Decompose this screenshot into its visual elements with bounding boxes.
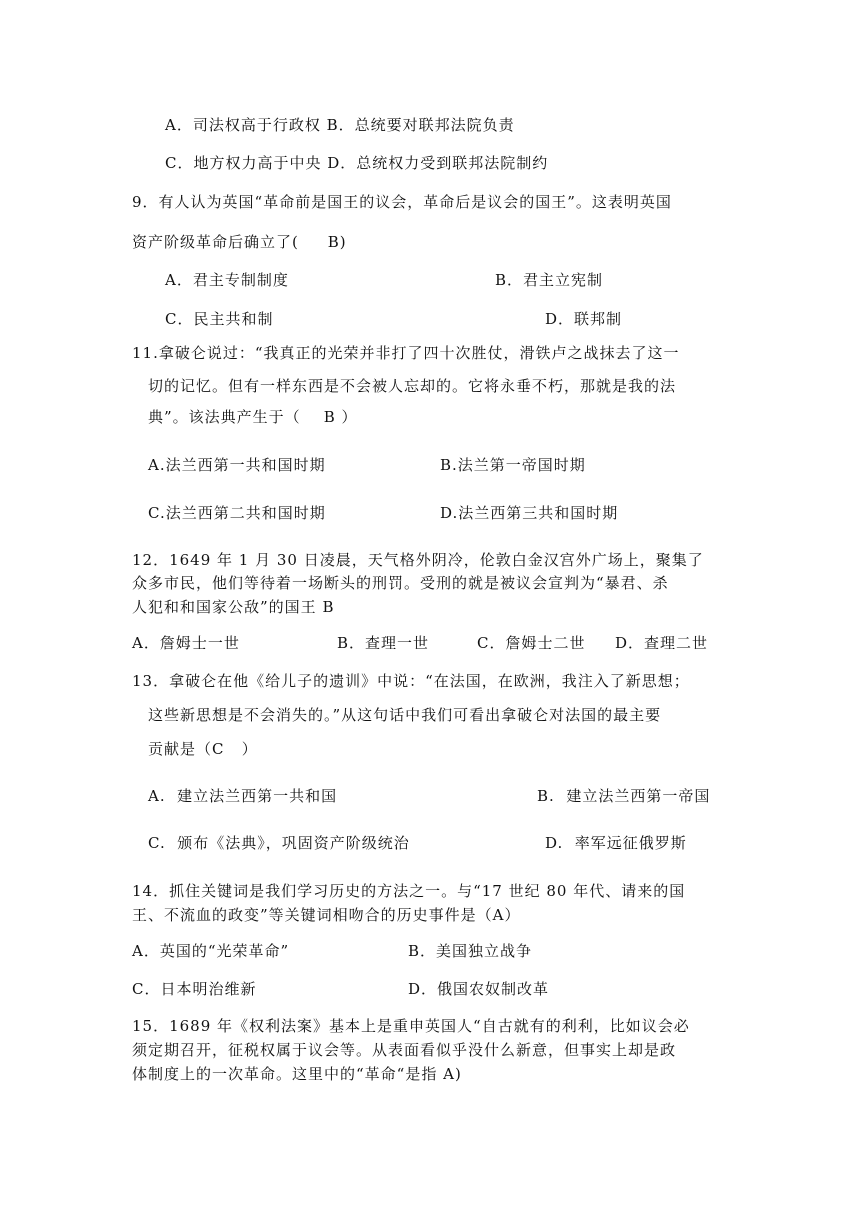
q9-stem-line-2: 资产阶级革命后确立了( B) [132,233,347,251]
q9-option-a: A．君主专制制度 [165,271,289,289]
q11-stem-line-3: 典”。该法典产生于（ B ） [148,408,358,426]
q9-stem-line-1: 9．有人认为英国“革命前是国王的议会，革命后是议会的国王”。这表明英国 [132,193,672,211]
q13-stem-line-2: 这些新思想是不会消失的。”从这句话中我们可看出拿破仑对法国的最主要 [148,706,662,724]
q15-stem-line-3: 体制度上的一次革命。这里中的“革命“是指 A) [132,1065,462,1083]
q14-stem-line-1: 14．抓住关键词是我们学习历史的方法之一。与“17 世纪 80 年代、请来的国 [132,882,686,900]
q13-option-a: A. 建立法兰西第一共和国 [148,787,338,805]
q14-option-a: A．英国的“光荣革命” [132,942,290,960]
q8-options-ab: A．司法权高于行政权 B．总统要对联邦法院负责 [165,116,515,134]
q12-stem-line-1: 12．1649 年 1 月 30 日凌晨，天气格外阴冷，伦敦白金汉宫外广场上，聚集了 [132,551,704,569]
q12-option-b: B．查理一世 [337,634,430,652]
q11-option-d: D.法兰西第三共和国时期 [440,504,619,522]
q12-option-d: D．查理二世 [615,634,709,652]
q12-option-c: C．詹姆士二世 [477,634,586,652]
q14-option-b: B．美国独立战争 [408,942,533,960]
q9-option-c: C．民主共和制 [165,310,274,328]
q11-stem-line-1: 11.拿破仑说过：“我真正的光荣并非打了四十次胜仗，滑铁卢之战抹去了这一 [132,344,680,362]
q13-stem-line-1: 13．拿破仑在他《给儿子的遗训》中说：“在法国，在欧洲，我注入了新思想； [132,672,690,690]
q12-stem-line-3: 人犯和和国家公敌”的国王 B [132,598,335,616]
q13-option-c: C. 颁布《法典》，巩固资产阶级统治 [148,834,410,852]
q13-option-d: D. 率军远征俄罗斯 [545,834,687,852]
q11-option-c: C.法兰西第二共和国时期 [148,504,326,522]
q14-stem-line-2: 王、不流血的政变”等关键词相吻合的历史事件是（A） [132,906,521,924]
q11-option-a: A.法兰西第一共和国时期 [148,456,326,474]
q12-option-a: A．詹姆士一世 [132,634,240,652]
q8-options-cd: C．地方权力高于中央 D．总统权力受到联邦法院制约 [165,154,549,172]
q9-option-d: D．联邦制 [545,310,623,328]
q12-stem-line-2: 众多市民，他们等待着一场断头的刑罚。受刑的就是被议会宣判为“暴君、杀 [132,574,669,592]
q11-stem-line-2: 切的记忆。但有一样东西是不会被人忘却的。它将永垂不朽，那就是我的法 [148,377,677,395]
q14-option-d: D．俄国农奴制改革 [408,980,550,998]
q11-option-b: B.法兰第一帝国时期 [440,456,586,474]
q14-option-c: C．日本明治维新 [132,980,257,998]
q15-stem-line-2: 须定期召开，征税权属于议会等。从表面看似乎没什么新意，但事实上却是政 [132,1041,677,1059]
q13-option-b: B. 建立法兰西第一帝国 [537,787,711,805]
q9-option-b: B．君主立宪制 [495,271,604,289]
q13-stem-line-3: 贡献是（C ） [148,740,258,758]
q15-stem-line-1: 15．1689 年《权利法案》基本上是重申英国人“自古就有的利利，比如议会必 [132,1017,690,1035]
